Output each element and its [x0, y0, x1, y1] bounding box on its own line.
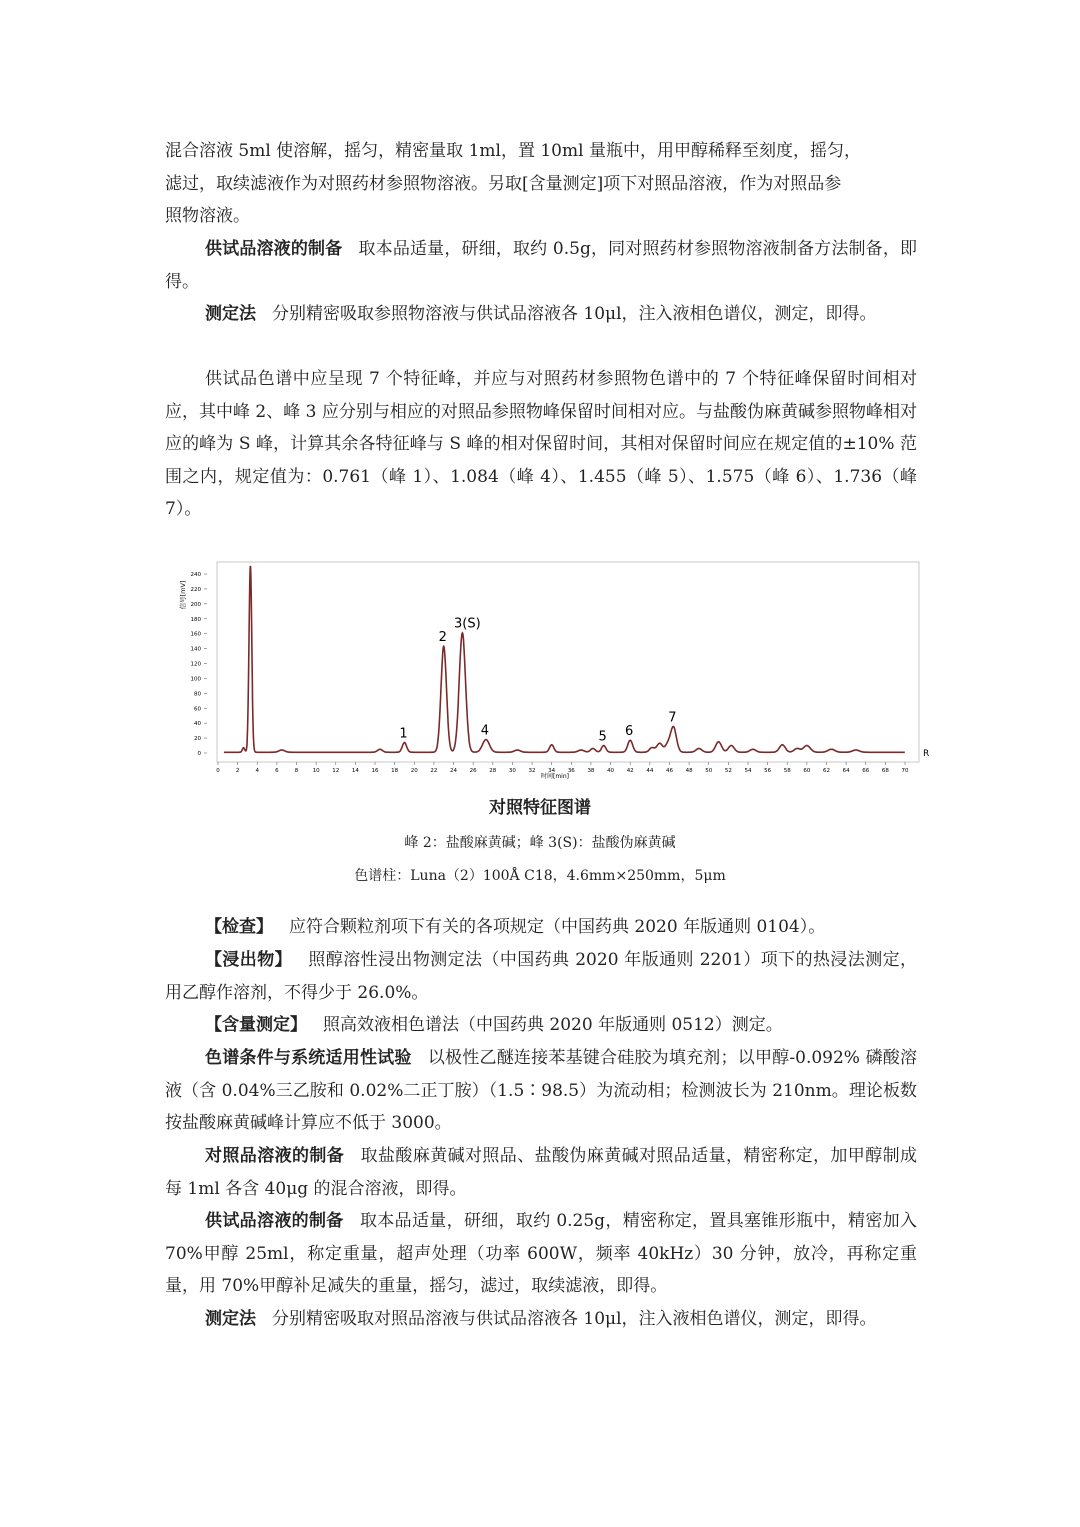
y-tick-label: 80 — [194, 691, 201, 698]
y-tick-label: 200 — [190, 601, 201, 608]
x-tick-label: 44 — [646, 768, 654, 774]
x-tick-label: 18 — [391, 768, 399, 774]
y-tick-label: 220 — [190, 586, 201, 593]
y-tick-label: 100 — [190, 676, 201, 683]
method2-paragraph — [165, 1303, 917, 1336]
y-tick-label: 60 — [194, 706, 201, 713]
x-tick-label: 58 — [783, 768, 791, 774]
extract-heading: 【浸出物】 — [205, 950, 293, 970]
x-tick-label: 60 — [803, 768, 811, 774]
x-tick-label: 22 — [430, 768, 438, 774]
x-tick-label: 48 — [685, 768, 693, 774]
y-tick-label: 120 — [190, 661, 201, 668]
peak-label: 3(S) — [454, 616, 481, 632]
y-tick-label: 160 — [190, 631, 201, 638]
peak-label: 7 — [668, 710, 677, 726]
figure-note-column: 色谱柱：Luna（2）100Å C18，4.6mm×250mm，5μm — [354, 868, 726, 884]
conditions-paragraph — [165, 1042, 917, 1140]
method-text: 分别精密吸取参照物溶液与供试品溶液各 10μl，注入液相色谱仪，测定，即得。 — [272, 304, 877, 324]
x-tick-label: 54 — [744, 768, 752, 774]
y-tick-label: 0 — [197, 751, 201, 757]
assay-text: 照高效液相色谱法（中国药典 2020 年版通则 0512）测定。 — [323, 1015, 783, 1035]
x-tick-label: 64 — [842, 768, 850, 774]
peak-label: 1 — [399, 726, 408, 742]
sample-prep-paragraph — [165, 233, 917, 298]
x-tick-label: 34 — [548, 768, 556, 774]
conditions-heading: 色谱条件与系统适用性试验 — [205, 1048, 412, 1068]
figure-note-peaks: 峰 2：盐酸麻黄碱；峰 3(S)：盐酸伪麻黄碱 — [404, 835, 676, 851]
intro-line-1: 混合溶液 5ml 使溶解，摇匀，精密量取 1ml，置 10ml 量瓶中，用甲醇稀释至刻度，摇匀， — [165, 141, 861, 161]
x-tick-label: 20 — [410, 768, 418, 774]
x-tick-label: 30 — [508, 768, 516, 774]
sample-prep-text: 取本品适量，研细，取约 0.5g，同对照药材参照物溶液制备方法制备，即得。 — [165, 239, 918, 292]
assay-heading: 【含量测定】 — [205, 1015, 307, 1035]
check-paragraph — [165, 911, 917, 944]
method2-text: 分别精密吸取对照品溶液与供试品溶液各 10μl，注入液相色谱仪，测定，即得。 — [272, 1309, 877, 1329]
x-tick-label: 36 — [567, 768, 575, 774]
x-tick-label: 10 — [312, 768, 320, 774]
spec-text: 供试品色谱中应呈现 7 个特征峰，并应与对照药材参照物色谱中的 7 个特征峰保留时间相对应，其中峰 2、峰 3 应分别与相应的对照品参照物峰保留时间相对应。与盐酸伪麻黄碱参照物峰相对应的峰为 S 峰，计算其余各特征峰与 S 峰的相对保留时间，其相对保留时间应在规定值的±10% 范围之内，规定值为：0.761（峰 1）、1.084（峰 4）、1.455（峰 5）、1.575（峰 6）、1.736（峰 7）。 — [165, 369, 917, 519]
test-prep-text: 取本品适量，研细，取约 0.25g，精密称定，置具塞锥形瓶中，精密加入 70%甲醇 25ml，称定重量，超声处理（功率 600W，频率 40kHz）30 分钟，放冷，再称定重量，用 70%甲醇补足减失的重量，摇匀，滤过，取续滤液，即得。 — [165, 1211, 917, 1296]
figure-title: 对照特征图谱 — [489, 798, 591, 818]
test-prep-heading: 供试品溶液的制备 — [205, 1211, 344, 1231]
conditions-text: 以极性乙醚连接苯基键合硅胶为填充剂；以甲醇-0.092% 磷酸溶液（含 0.04%三乙胺和 0.02%二正丁胺）（1.5∶98.5）为流动相；检测波长为 210nm。理论板数按盐酸麻黄碱峰计算应不低于 3000。 — [165, 1048, 918, 1133]
reference-prep-heading: 对照品溶液的制备 — [205, 1146, 345, 1166]
x-tick-label: 68 — [881, 768, 889, 774]
x-tick-label: 14 — [351, 768, 359, 774]
x-tick-label: 4 — [255, 768, 260, 774]
x-tick-label: 52 — [724, 768, 732, 774]
x-tick-label: 66 — [862, 768, 870, 774]
method-paragraph — [165, 298, 917, 331]
x-tick-label: 46 — [665, 768, 673, 774]
y-axis-label: 信号[mV] — [179, 580, 187, 610]
peak-label: 4 — [480, 723, 490, 739]
x-tick-label: 56 — [764, 768, 772, 774]
intro-paragraph — [165, 135, 917, 233]
x-tick-label: 24 — [450, 768, 458, 774]
x-tick-label: 40 — [607, 768, 615, 774]
y-tick-label: 240 — [190, 572, 201, 578]
y-tick-label: 40 — [194, 721, 201, 728]
x-axis-label: 时间[min] — [541, 773, 569, 780]
x-tick-label: 50 — [705, 768, 713, 774]
x-tick-label: 32 — [528, 768, 536, 774]
x-tick-label: 42 — [626, 768, 634, 774]
y-tick-label: 140 — [190, 646, 201, 653]
x-tick-label: 26 — [469, 768, 477, 774]
x-tick-label: 2 — [235, 768, 240, 774]
x-tick-label: 16 — [371, 768, 379, 774]
y-tick-label: 180 — [190, 616, 201, 623]
x-tick-label: 0 — [216, 768, 220, 774]
test-prep-paragraph — [165, 1205, 917, 1303]
x-tick-label: 62 — [822, 768, 830, 774]
x-tick-label: 12 — [332, 768, 340, 774]
method-heading: 测定法 — [205, 304, 256, 324]
peak-label: 5 — [598, 729, 607, 745]
chromatogram-trace — [224, 566, 905, 753]
peak-label: 2 — [438, 630, 447, 646]
y-tick-label: 20 — [194, 736, 201, 743]
x-tick-label: 8 — [294, 768, 299, 774]
assay-paragraph — [165, 1009, 917, 1042]
peak-label: 6 — [625, 724, 634, 740]
check-text: 应符合颗粒剂项下有关的各项规定（中国药典 2020 年版通则 0104）。 — [289, 917, 826, 937]
reference-prep-text: 取盐酸麻黄碱对照品、盐酸伪麻黄碱对照品适量，精密称定，加甲醇制成每 1ml 各含 40μg 的混合溶液，即得。 — [165, 1146, 918, 1199]
x-tick-label: 38 — [587, 768, 595, 774]
extract-paragraph — [165, 944, 917, 1009]
x-tick-label: 70 — [901, 768, 909, 774]
x-tick-label: 28 — [489, 768, 497, 774]
sample-prep-heading: 供试品溶液的制备 — [205, 239, 343, 259]
reference-prep-paragraph — [165, 1140, 917, 1205]
chromatogram-chart — [160, 555, 930, 785]
intro-line-2: 滤过，取续滤液作为对照药材参照物溶液。另取[含量测定]项下对照品溶液，作为对照品参 — [165, 173, 842, 194]
intro-line-3: 照物溶液。 — [165, 206, 250, 226]
x-tick-label: 6 — [275, 768, 279, 774]
extract-text: 照醇溶性浸出物测定法（中国药典 2020 年版通则 2201）项下的热浸法测定，用乙醇作溶剂，不得少于 26.0%。 — [165, 950, 917, 1003]
check-heading: 【检查】 — [205, 917, 273, 937]
right-edge-label: R — [923, 749, 930, 759]
method2-heading: 测定法 — [205, 1309, 256, 1329]
plot-frame — [217, 562, 919, 762]
spec-paragraph — [165, 363, 917, 526]
